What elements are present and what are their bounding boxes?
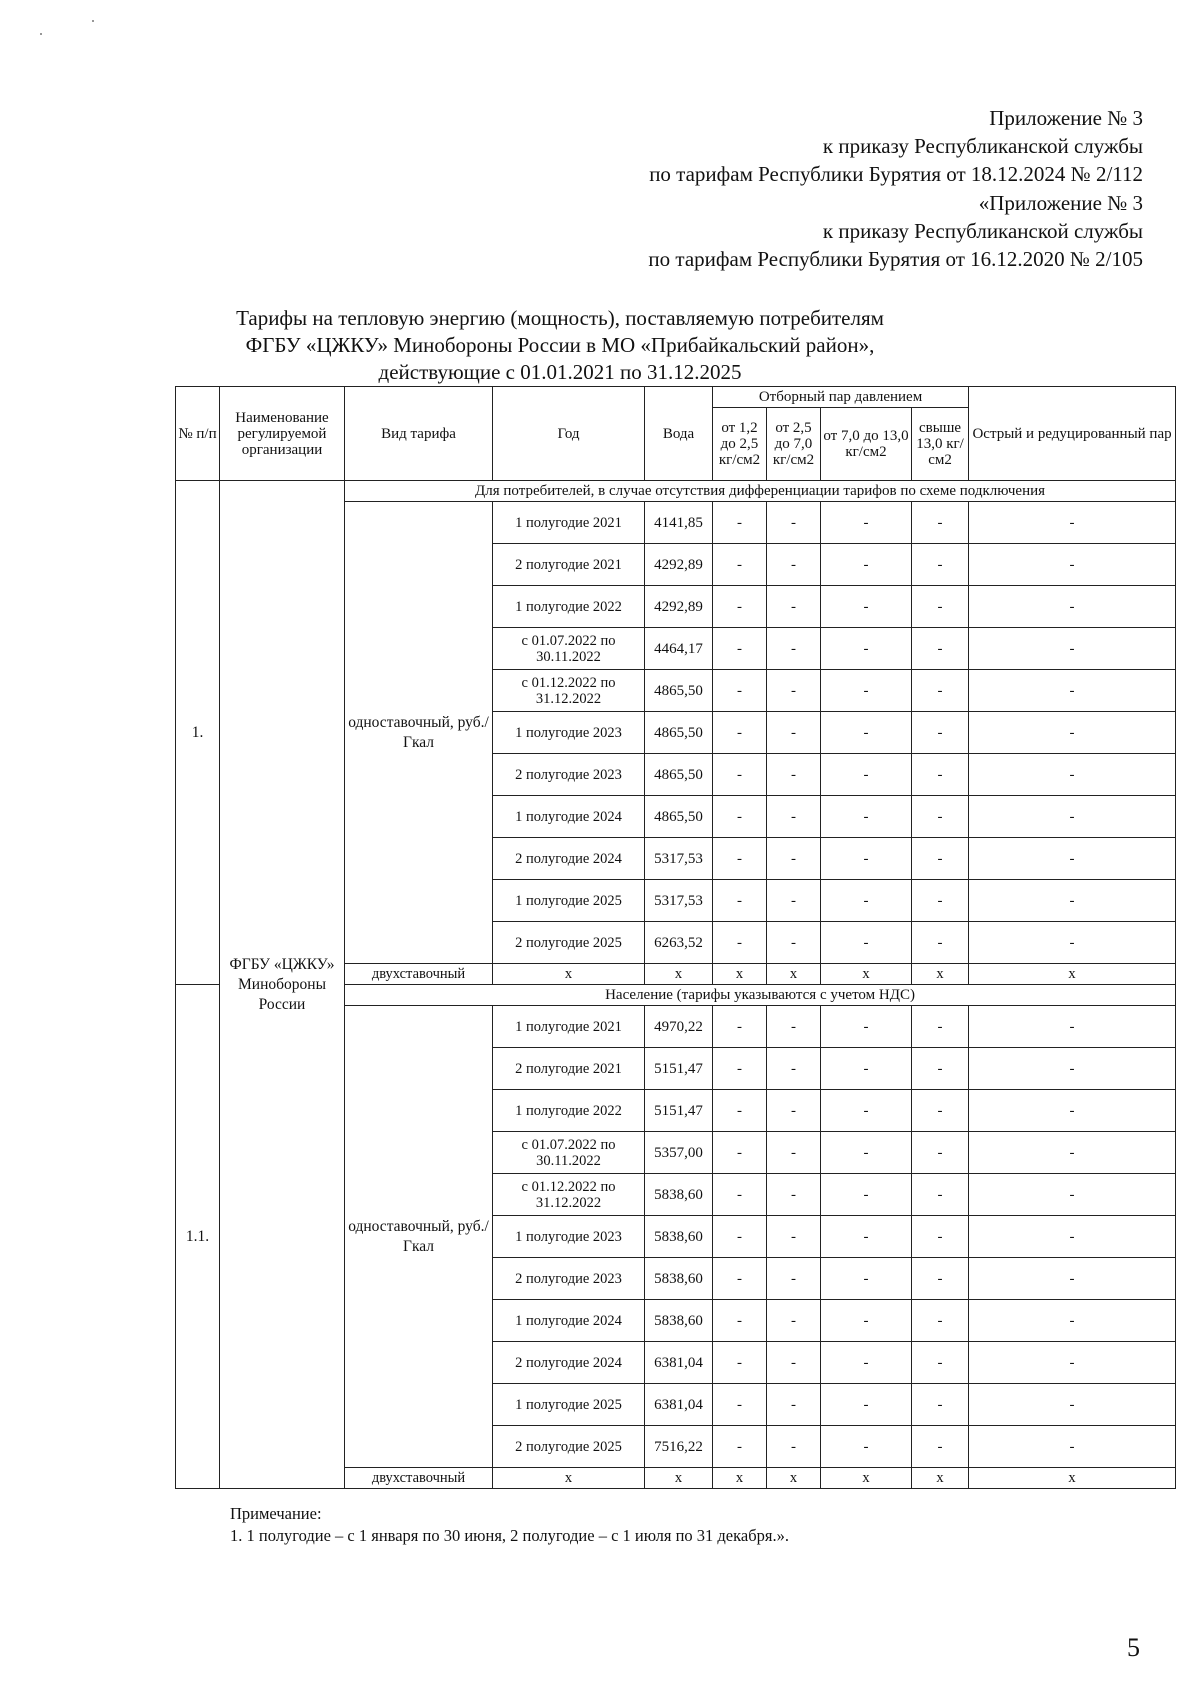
- steam-4-dash-cell: -: [912, 1174, 969, 1216]
- not-applicable-cell: х: [645, 964, 713, 985]
- steam-3-dash-cell: -: [821, 1216, 912, 1258]
- water-price-cell: 5317,53: [645, 838, 713, 880]
- tariff-type-two-rate: двухставочный: [345, 1468, 493, 1489]
- steam-1-dash-cell: -: [713, 1342, 767, 1384]
- water-price-cell: 5151,47: [645, 1090, 713, 1132]
- not-applicable-cell: х: [912, 964, 969, 985]
- steam-4-dash-cell: -: [912, 1006, 969, 1048]
- period-cell: 2 полугодие 2025: [493, 1426, 645, 1468]
- not-applicable-cell: х: [969, 964, 1176, 985]
- steam-3-dash-cell: -: [821, 1300, 912, 1342]
- steam-2-dash-cell: -: [767, 754, 821, 796]
- sharp-steam-dash-cell: -: [969, 1216, 1176, 1258]
- steam-1-dash-cell: -: [713, 712, 767, 754]
- steam-2-dash-cell: -: [767, 586, 821, 628]
- sharp-steam-dash-cell: -: [969, 796, 1176, 838]
- steam-2-dash-cell: -: [767, 1132, 821, 1174]
- sharp-steam-dash-cell: -: [969, 1174, 1176, 1216]
- not-applicable-cell: х: [767, 964, 821, 985]
- section-title: Для потребителей, в случае отсутствия дифференциации тарифов по схеме подключения: [345, 481, 1176, 502]
- water-price-cell: 6263,52: [645, 922, 713, 964]
- water-price-cell: 4865,50: [645, 796, 713, 838]
- header-org: Наименование регулируемой организации: [220, 387, 345, 481]
- period-cell: 1 полугодие 2022: [493, 586, 645, 628]
- steam-3-dash-cell: -: [821, 1132, 912, 1174]
- period-cell: 1 полугодие 2023: [493, 1216, 645, 1258]
- sharp-steam-dash-cell: -: [969, 670, 1176, 712]
- steam-1-dash-cell: -: [713, 628, 767, 670]
- steam-3-dash-cell: -: [821, 1048, 912, 1090]
- period-cell: 1 полугодие 2023: [493, 712, 645, 754]
- steam-1-dash-cell: -: [713, 1384, 767, 1426]
- steam-4-dash-cell: -: [912, 880, 969, 922]
- steam-2-dash-cell: -: [767, 670, 821, 712]
- steam-2-dash-cell: -: [767, 1258, 821, 1300]
- steam-3-dash-cell: -: [821, 1384, 912, 1426]
- header-sharp-steam: Острый и редуцированный пар: [969, 387, 1176, 481]
- title-line-3: действующие с 01.01.2021 по 31.12.2025: [378, 360, 742, 384]
- header-line: по тарифам Республики Бурятия от 16.12.2020 № 2/105: [648, 247, 1143, 272]
- sharp-steam-dash-cell: -: [969, 502, 1176, 544]
- steam-2-dash-cell: -: [767, 1300, 821, 1342]
- header-num: № п/п: [176, 387, 220, 481]
- steam-2-dash-cell: -: [767, 1090, 821, 1132]
- water-price-cell: 4292,89: [645, 586, 713, 628]
- not-applicable-cell: х: [645, 1468, 713, 1489]
- note-block: [230, 1503, 789, 1547]
- steam-2-dash-cell: -: [767, 1384, 821, 1426]
- steam-1-dash-cell: -: [713, 1300, 767, 1342]
- scan-speck: [40, 33, 42, 35]
- water-price-cell: 7516,22: [645, 1426, 713, 1468]
- sharp-steam-dash-cell: -: [969, 1426, 1176, 1468]
- steam-3-dash-cell: -: [821, 544, 912, 586]
- period-cell: 2 полугодие 2021: [493, 544, 645, 586]
- steam-3-dash-cell: -: [821, 1342, 912, 1384]
- steam-4-dash-cell: -: [912, 712, 969, 754]
- sharp-steam-dash-cell: -: [969, 880, 1176, 922]
- steam-4-dash-cell: -: [912, 1258, 969, 1300]
- header-line: «Приложение № 3: [978, 190, 1143, 215]
- steam-4-dash-cell: -: [912, 1426, 969, 1468]
- sharp-steam-dash-cell: -: [969, 1048, 1176, 1090]
- note-label: Примечание:: [230, 1504, 322, 1523]
- steam-3-dash-cell: -: [821, 1258, 912, 1300]
- steam-1-dash-cell: -: [713, 1216, 767, 1258]
- period-cell: 1 полугодие 2021: [493, 502, 645, 544]
- water-price-cell: 5317,53: [645, 880, 713, 922]
- steam-2-dash-cell: -: [767, 880, 821, 922]
- steam-3-dash-cell: -: [821, 670, 912, 712]
- steam-4-dash-cell: -: [912, 628, 969, 670]
- not-applicable-cell: х: [912, 1468, 969, 1489]
- header-year: Год: [493, 387, 645, 481]
- water-price-cell: 4865,50: [645, 712, 713, 754]
- steam-1-dash-cell: -: [713, 838, 767, 880]
- water-price-cell: 5838,60: [645, 1174, 713, 1216]
- steam-1-dash-cell: -: [713, 1048, 767, 1090]
- tariff-type-one-rate: одноставочный, руб./Гкал: [345, 1006, 493, 1468]
- not-applicable-cell: х: [713, 964, 767, 985]
- water-price-cell: 5357,00: [645, 1132, 713, 1174]
- steam-4-dash-cell: -: [912, 1384, 969, 1426]
- organization-name: ФГБУ «ЦЖКУ» Минобороны России: [220, 481, 345, 1489]
- steam-4-dash-cell: -: [912, 1342, 969, 1384]
- period-cell: 1 полугодие 2021: [493, 1006, 645, 1048]
- sharp-steam-dash-cell: -: [969, 754, 1176, 796]
- sharp-steam-dash-cell: -: [969, 1258, 1176, 1300]
- period-cell: 2 полугодие 2023: [493, 1258, 645, 1300]
- steam-4-dash-cell: -: [912, 1132, 969, 1174]
- period-cell: с 01.07.2022 по 30.11.2022: [493, 1132, 645, 1174]
- period-cell: 1 полугодие 2024: [493, 796, 645, 838]
- steam-4-dash-cell: -: [912, 754, 969, 796]
- sharp-steam-dash-cell: -: [969, 1342, 1176, 1384]
- period-cell: 1 полугодие 2025: [493, 1384, 645, 1426]
- steam-2-dash-cell: -: [767, 922, 821, 964]
- steam-4-dash-cell: -: [912, 1216, 969, 1258]
- water-price-cell: 6381,04: [645, 1342, 713, 1384]
- not-applicable-cell: х: [821, 964, 912, 985]
- steam-3-dash-cell: -: [821, 754, 912, 796]
- sharp-steam-dash-cell: -: [969, 1006, 1176, 1048]
- water-price-cell: 4141,85: [645, 502, 713, 544]
- steam-3-dash-cell: -: [821, 1174, 912, 1216]
- document-title: [180, 305, 940, 386]
- steam-1-dash-cell: -: [713, 1006, 767, 1048]
- steam-4-dash-cell: -: [912, 544, 969, 586]
- steam-1-dash-cell: -: [713, 544, 767, 586]
- header-line: к приказу Республиканской службы: [822, 134, 1143, 159]
- period-cell: 1 полугодие 2022: [493, 1090, 645, 1132]
- steam-3-dash-cell: -: [821, 586, 912, 628]
- steam-2-dash-cell: -: [767, 1342, 821, 1384]
- steam-4-dash-cell: -: [912, 796, 969, 838]
- section-title: Население (тарифы указываются с учетом НДС): [345, 985, 1176, 1006]
- period-cell: 2 полугодие 2024: [493, 1342, 645, 1384]
- sharp-steam-dash-cell: -: [969, 922, 1176, 964]
- period-cell: 2 полугодие 2021: [493, 1048, 645, 1090]
- steam-1-dash-cell: -: [713, 922, 767, 964]
- period-cell: 2 полугодие 2024: [493, 838, 645, 880]
- steam-3-dash-cell: -: [821, 502, 912, 544]
- steam-1-dash-cell: -: [713, 1132, 767, 1174]
- steam-3-dash-cell: -: [821, 922, 912, 964]
- steam-2-dash-cell: -: [767, 1174, 821, 1216]
- tariff-table: [175, 386, 1176, 1489]
- water-price-cell: 6381,04: [645, 1384, 713, 1426]
- tariff-type-one-rate: одноставочный, руб./Гкал: [345, 502, 493, 964]
- steam-2-dash-cell: -: [767, 712, 821, 754]
- row-number: 1.: [176, 481, 220, 985]
- period-cell: с 01.12.2022 по 31.12.2022: [493, 1174, 645, 1216]
- not-applicable-cell: х: [767, 1468, 821, 1489]
- steam-3-dash-cell: -: [821, 1006, 912, 1048]
- period-cell: с 01.12.2022 по 31.12.2022: [493, 670, 645, 712]
- period-cell: 2 полугодие 2025: [493, 922, 645, 964]
- scan-speck: [92, 20, 94, 22]
- row-number: 1.1.: [176, 985, 220, 1489]
- header-line: по тарифам Республики Бурятия от 18.12.2024 № 2/112: [649, 162, 1143, 187]
- sharp-steam-dash-cell: -: [969, 1132, 1176, 1174]
- header-steam-1: от 1,2 до 2,5 кг/см2: [713, 408, 767, 481]
- appendix-header: [648, 104, 1143, 273]
- sharp-steam-dash-cell: -: [969, 544, 1176, 586]
- steam-3-dash-cell: -: [821, 880, 912, 922]
- steam-1-dash-cell: -: [713, 1258, 767, 1300]
- water-price-cell: 5838,60: [645, 1300, 713, 1342]
- steam-2-dash-cell: -: [767, 1006, 821, 1048]
- steam-4-dash-cell: -: [912, 1090, 969, 1132]
- tariff-type-two-rate: двухставочный: [345, 964, 493, 985]
- steam-3-dash-cell: -: [821, 628, 912, 670]
- steam-1-dash-cell: -: [713, 1090, 767, 1132]
- steam-2-dash-cell: -: [767, 1426, 821, 1468]
- steam-3-dash-cell: -: [821, 1090, 912, 1132]
- header-water: Вода: [645, 387, 713, 481]
- steam-2-dash-cell: -: [767, 1048, 821, 1090]
- steam-3-dash-cell: -: [821, 712, 912, 754]
- steam-3-dash-cell: -: [821, 838, 912, 880]
- steam-1-dash-cell: -: [713, 880, 767, 922]
- sharp-steam-dash-cell: -: [969, 586, 1176, 628]
- steam-3-dash-cell: -: [821, 1426, 912, 1468]
- not-applicable-cell: х: [493, 964, 645, 985]
- steam-4-dash-cell: -: [912, 670, 969, 712]
- period-cell: с 01.07.2022 по 30.11.2022: [493, 628, 645, 670]
- steam-2-dash-cell: -: [767, 544, 821, 586]
- title-line-1: Тарифы на тепловую энергию (мощность), поставляемую потребителям: [236, 306, 884, 330]
- sharp-steam-dash-cell: -: [969, 1090, 1176, 1132]
- title-line-2: ФГБУ «ЦЖКУ» Минобороны России в МО «Прибайкальский район»,: [245, 333, 875, 357]
- period-cell: 1 полугодие 2025: [493, 880, 645, 922]
- steam-2-dash-cell: -: [767, 502, 821, 544]
- header-line: к приказу Республиканской службы: [822, 218, 1143, 243]
- steam-1-dash-cell: -: [713, 586, 767, 628]
- period-cell: 1 полугодие 2024: [493, 1300, 645, 1342]
- steam-1-dash-cell: -: [713, 754, 767, 796]
- header-tariff-type: Вид тарифа: [345, 387, 493, 481]
- header-line: Приложение № 3: [989, 106, 1143, 130]
- steam-3-dash-cell: -: [821, 796, 912, 838]
- tariff-body: [176, 481, 1176, 1489]
- steam-2-dash-cell: -: [767, 1216, 821, 1258]
- not-applicable-cell: х: [713, 1468, 767, 1489]
- header-steam-3: от 7,0 до 13,0 кг/см2: [821, 408, 912, 481]
- not-applicable-cell: х: [969, 1468, 1176, 1489]
- water-price-cell: 5838,60: [645, 1216, 713, 1258]
- sharp-steam-dash-cell: -: [969, 1384, 1176, 1426]
- water-price-cell: 5151,47: [645, 1048, 713, 1090]
- steam-4-dash-cell: -: [912, 838, 969, 880]
- steam-2-dash-cell: -: [767, 796, 821, 838]
- water-price-cell: 5838,60: [645, 1258, 713, 1300]
- steam-1-dash-cell: -: [713, 502, 767, 544]
- water-price-cell: 4292,89: [645, 544, 713, 586]
- not-applicable-cell: х: [493, 1468, 645, 1489]
- page-number: 5: [1127, 1633, 1140, 1662]
- section-row: [176, 481, 1176, 502]
- header-steam-4: свыше 13,0 кг/см2: [912, 408, 969, 481]
- sharp-steam-dash-cell: -: [969, 628, 1176, 670]
- steam-1-dash-cell: -: [713, 796, 767, 838]
- header-steam-group: Отборный пар давлением: [713, 387, 969, 408]
- steam-4-dash-cell: -: [912, 1300, 969, 1342]
- note-text: 1. 1 полугодие – с 1 января по 30 июня, 2 полугодие – с 1 июля по 31 декабря.».: [230, 1526, 789, 1545]
- water-price-cell: 4464,17: [645, 628, 713, 670]
- header-steam-2: от 2,5 до 7,0 кг/см2: [767, 408, 821, 481]
- steam-1-dash-cell: -: [713, 670, 767, 712]
- steam-2-dash-cell: -: [767, 628, 821, 670]
- period-cell: 2 полугодие 2023: [493, 754, 645, 796]
- sharp-steam-dash-cell: -: [969, 838, 1176, 880]
- steam-1-dash-cell: -: [713, 1174, 767, 1216]
- water-price-cell: 4970,22: [645, 1006, 713, 1048]
- sharp-steam-dash-cell: -: [969, 712, 1176, 754]
- steam-4-dash-cell: -: [912, 922, 969, 964]
- steam-1-dash-cell: -: [713, 1426, 767, 1468]
- water-price-cell: 4865,50: [645, 754, 713, 796]
- steam-4-dash-cell: -: [912, 1048, 969, 1090]
- sharp-steam-dash-cell: -: [969, 1300, 1176, 1342]
- steam-4-dash-cell: -: [912, 586, 969, 628]
- steam-4-dash-cell: -: [912, 502, 969, 544]
- water-price-cell: 4865,50: [645, 670, 713, 712]
- not-applicable-cell: х: [821, 1468, 912, 1489]
- steam-2-dash-cell: -: [767, 838, 821, 880]
